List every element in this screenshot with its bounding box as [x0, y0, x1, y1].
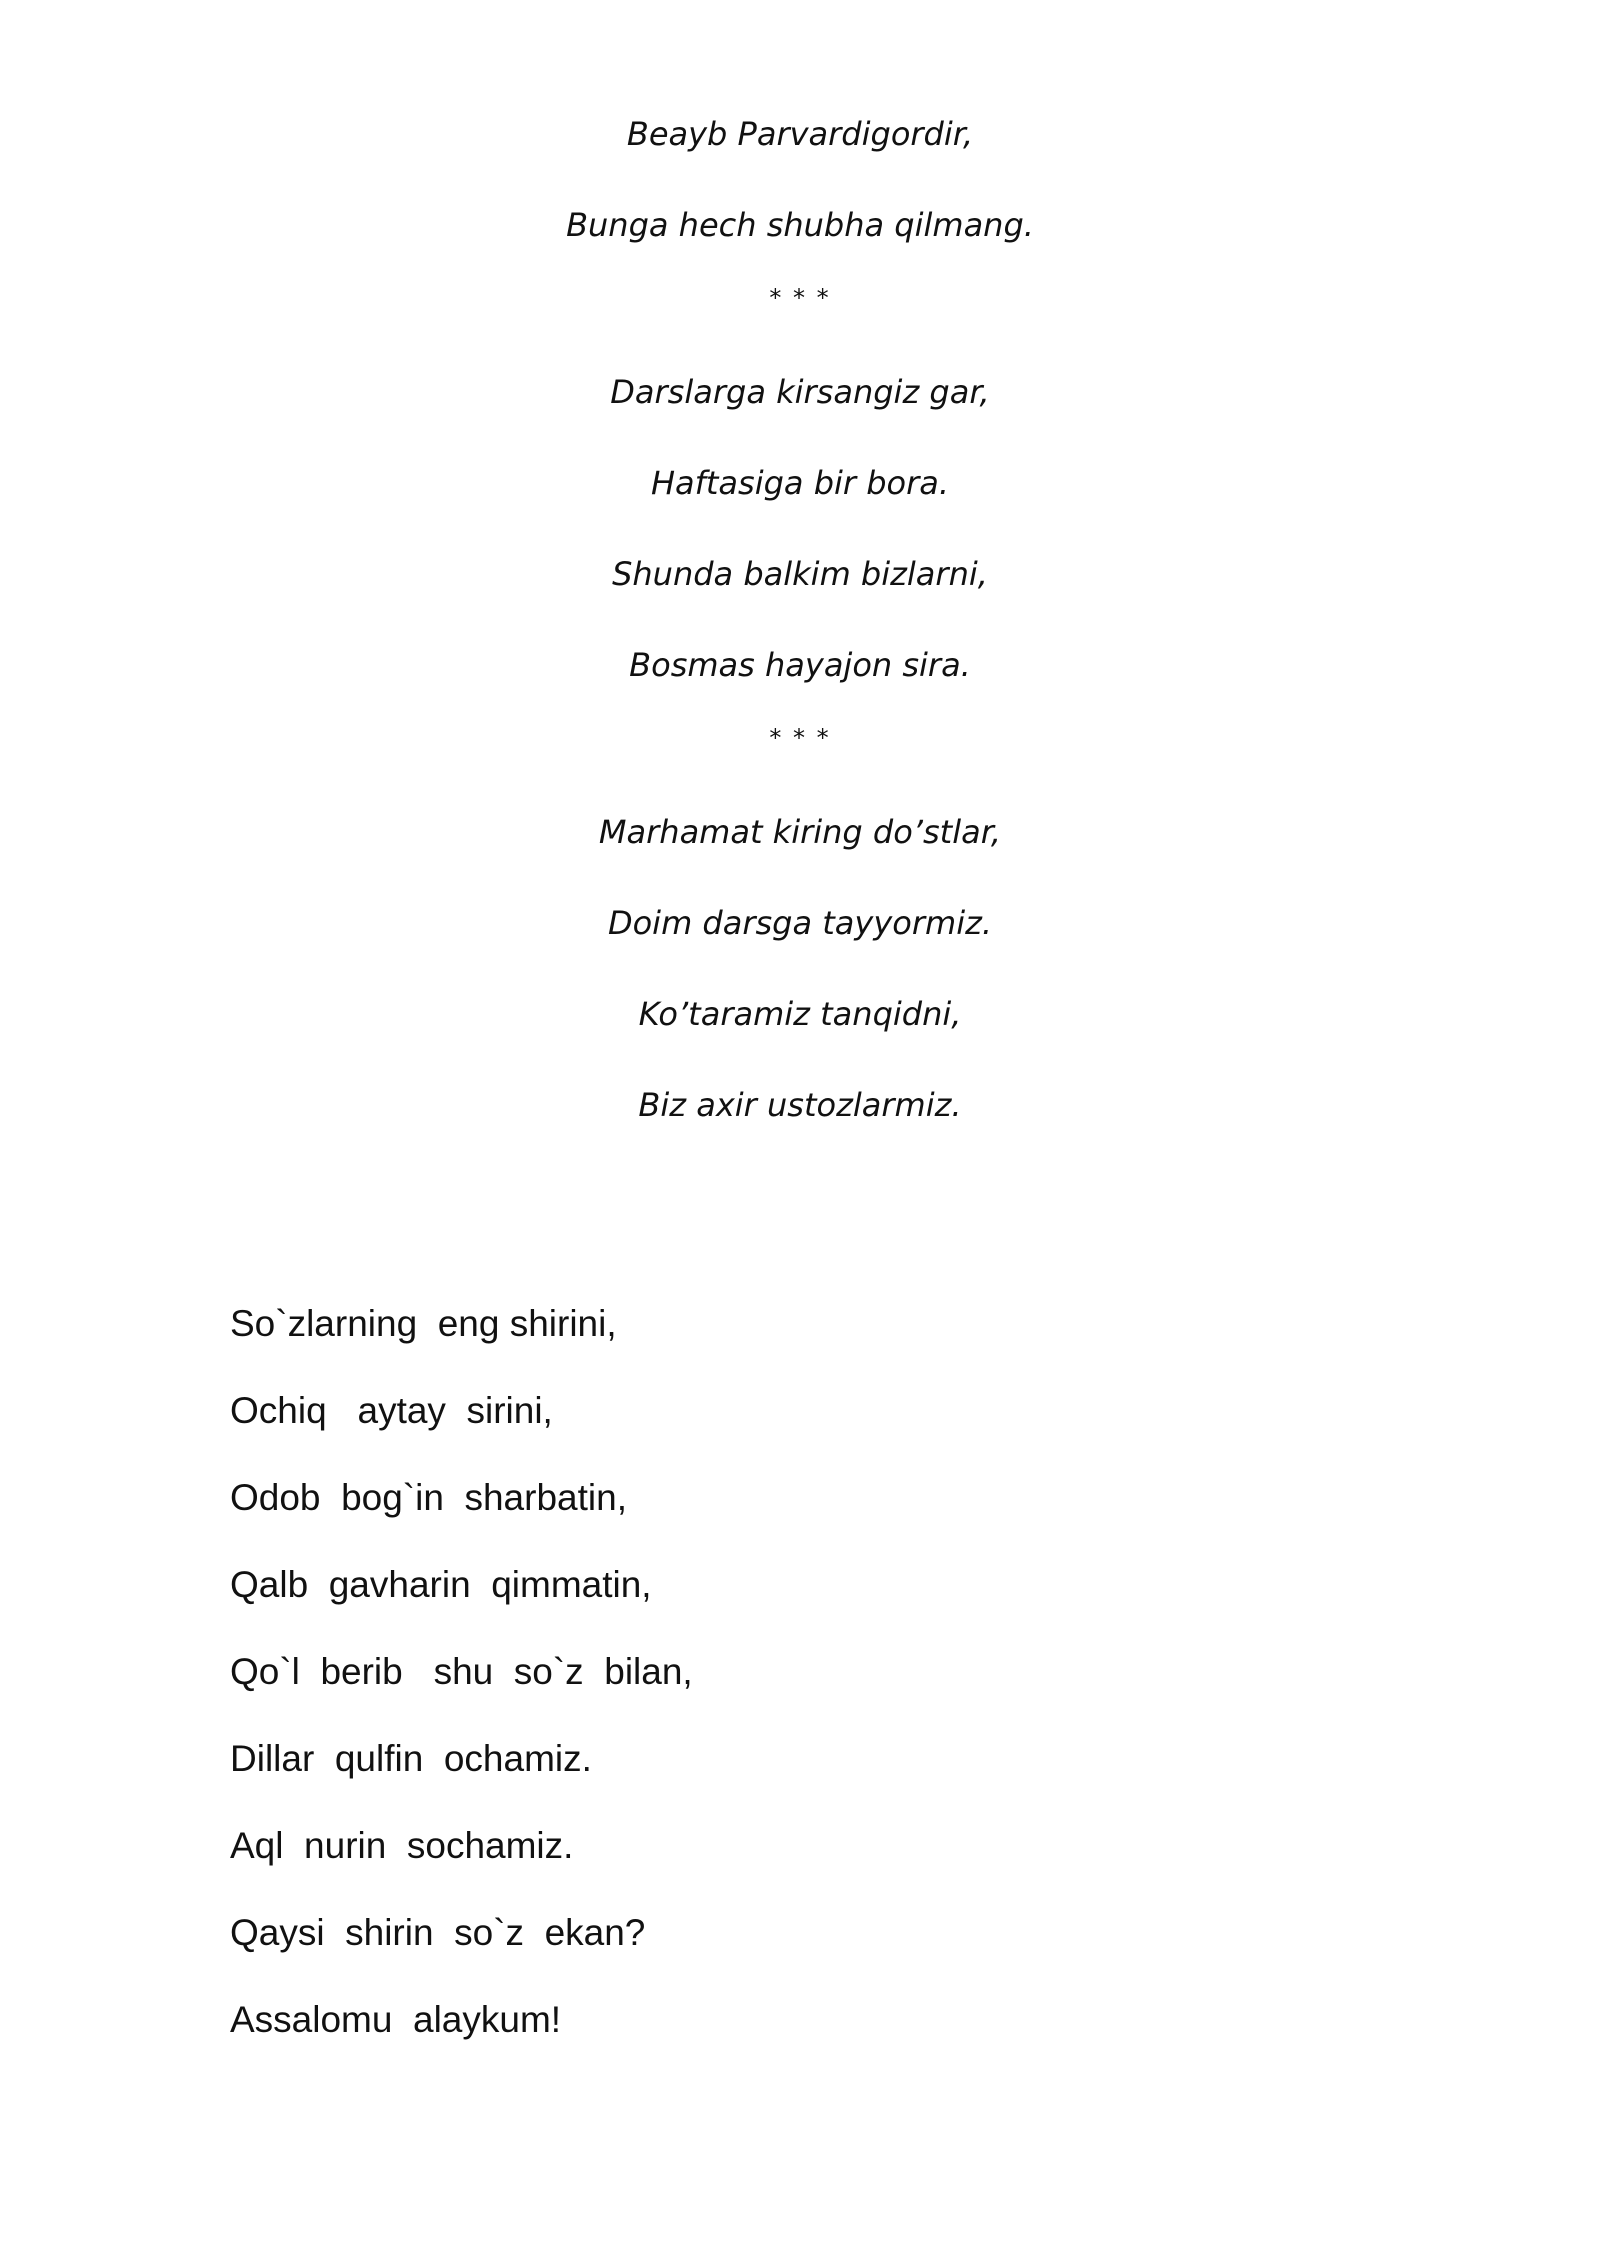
poem-line: Ochiq aytay sirini,: [230, 1390, 553, 1431]
poem-line: Biz axir ustozlarmiz.: [638, 1086, 962, 1124]
stanza-separator: * * *: [769, 724, 831, 752]
left-aligned-poem: [230, 1302, 693, 2085]
poem-line: Qalb gavharin qimmatin,: [230, 1564, 652, 1605]
poem-line: Dillar qulfin ochamiz.: [230, 1738, 592, 1779]
poem-line: Darslarga kirsangiz gar,: [610, 373, 990, 411]
poem-line: Odob bog`in sharbatin,: [230, 1477, 627, 1518]
poem-line: Shunda balkim bizlarni,: [612, 555, 988, 593]
poem-line: Doim darsga tayyormiz.: [607, 904, 993, 942]
poem-line: Aql nurin sochamiz.: [230, 1825, 574, 1866]
centered-poem: [0, 112, 1600, 1174]
poem-line: Bunga hech shubha qilmang.: [566, 206, 1034, 244]
poem-line: Bosmas hayajon sira.: [629, 646, 971, 684]
poem-line: Assalomu alaykum!: [230, 1999, 562, 2040]
poem-line: Ko’taramiz tanqidni,: [638, 995, 962, 1033]
poem-line: Haftasiga bir bora.: [650, 464, 950, 502]
poem-line: So`zlarning eng shirini,: [230, 1303, 617, 1344]
stanza-separator: * * *: [769, 284, 831, 312]
poem-line: Marhamat kiring do’stlar,: [598, 813, 1002, 851]
poem-line: Qaysi shirin so`z ekan?: [230, 1912, 646, 1953]
poem-line: Beayb Parvardigordir,: [626, 115, 974, 153]
poem-line: Qo`l berib shu so`z bilan,: [230, 1651, 693, 1692]
